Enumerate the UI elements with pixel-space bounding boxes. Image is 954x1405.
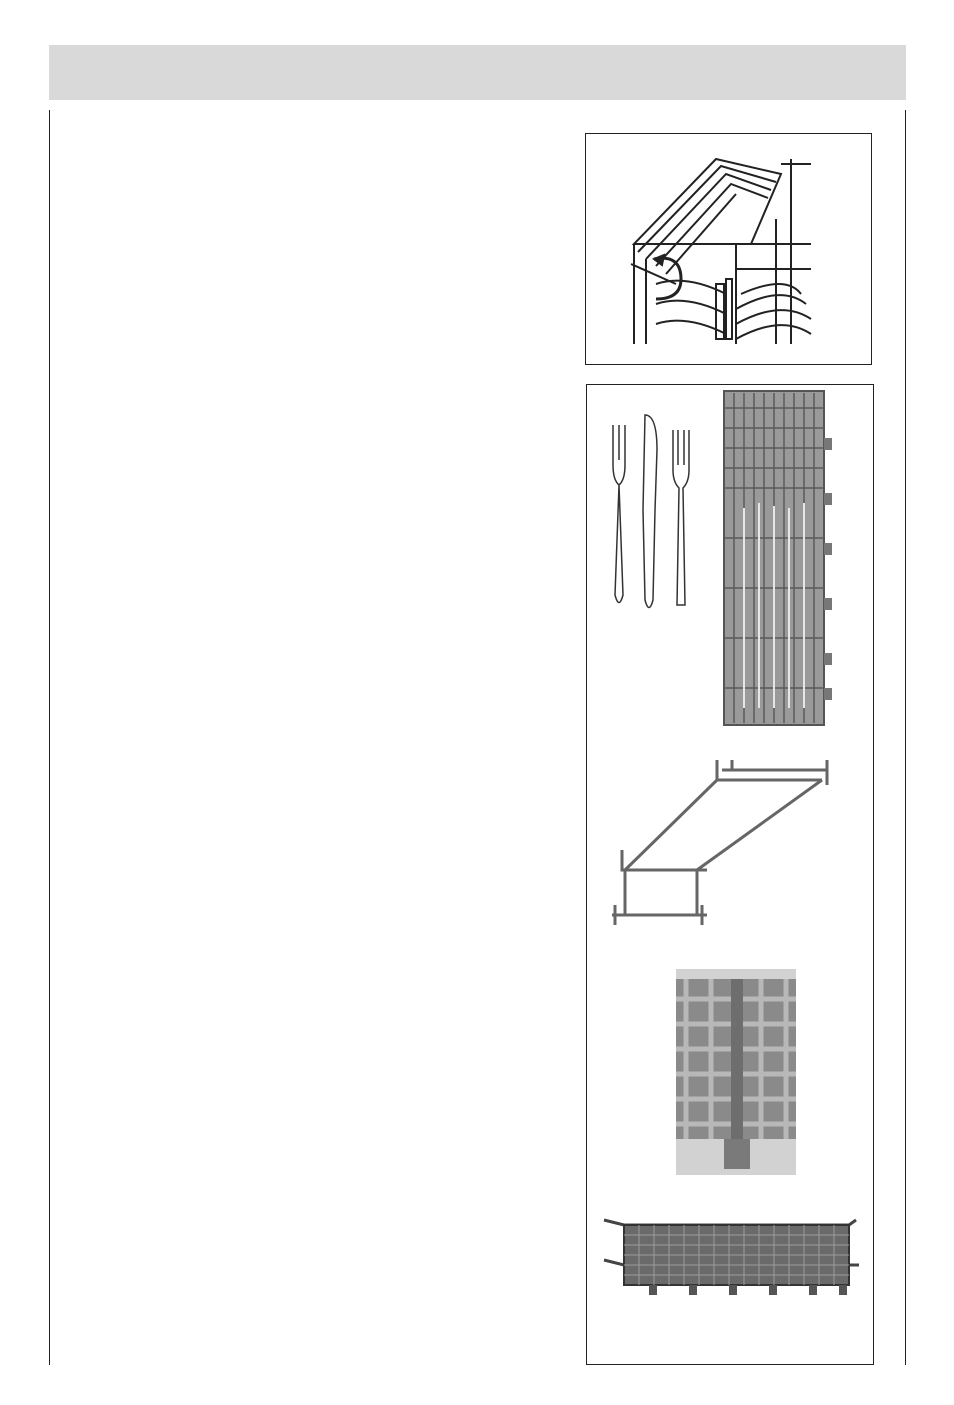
right-margin-line [905,110,906,1365]
cutlery-basket-photo [594,1210,864,1310]
cutlery-pieces-illustration [603,410,703,610]
left-margin-line [49,110,50,1365]
cutlery-tray-illustration [719,388,834,728]
header-bar [49,45,906,100]
accessories-figure [586,384,874,1365]
basket-adjustment-illustration [586,134,870,363]
tray-close-up-photo [676,969,796,1175]
wire-frame-rail-illustration [607,755,837,940]
basket-adjustment-figure [585,133,872,365]
